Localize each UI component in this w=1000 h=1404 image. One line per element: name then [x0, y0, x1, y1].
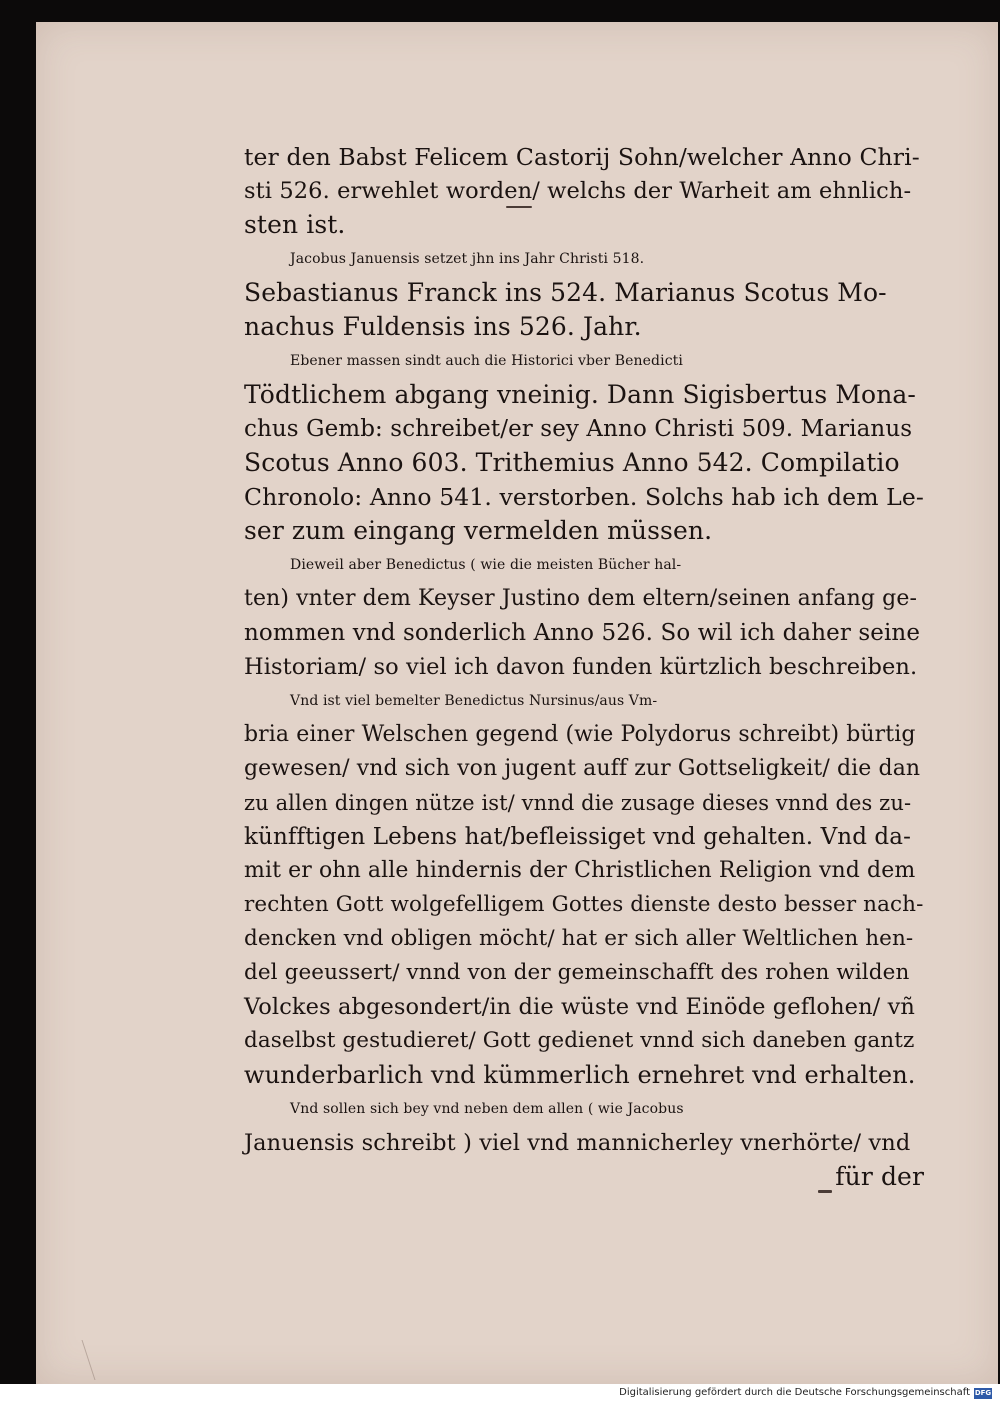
dfg-logo-icon: DFG [974, 1389, 992, 1397]
text-line: rechten Gott wolgefelligem Gottes dienste desto besser nach- [244, 892, 924, 917]
page-text [244, 140, 924, 1194]
paragraph-start-line: Ebener massen sindt auch die Historici vber Benedicti [290, 353, 683, 369]
funding-credit: Digitalisierung gefördert durch die Deutsche Forschungsgemeinschaft [619, 1387, 970, 1398]
text-line: Sebastianus Franck ins 524. Marianus Scotus Mo- [244, 278, 887, 307]
text-line: Tödtlichem abgang vneinig. Dann Sigisbertus Mona- [244, 380, 916, 409]
text-line: del geeussert/ vnnd von der gemeinschafft des rohen wilden [244, 960, 910, 985]
text-line: Chronolo: Anno 541. verstorben. Solchs hab ich dem Le- [244, 483, 924, 511]
paragraph-start-line: Dieweil aber Benedictus ( wie die meisten Bücher hal- [290, 557, 682, 573]
text-line: sten ist. [244, 210, 346, 239]
text-line: ter den Babst Felicem Castorij Sohn/welcher Anno Chri- [244, 143, 920, 171]
text-line: wunderbarlich vnd kümmerlich ernehret vnd erhalten. [244, 1061, 916, 1089]
text-line: sti 526. erwehlet worden/ welchs der Warheit am ehnlich- [244, 178, 912, 204]
text-line: mit er ohn alle hindernis der Christlichen Religion vnd dem [244, 858, 916, 883]
text-line: Scotus Anno 603. Trithemius Anno 542. Compilatio [244, 448, 900, 477]
paragraph-start-line: Jacobus Januensis setzet jhn ins Jahr Christi 518. [290, 251, 645, 267]
text-line: ser zum eingang vermelden müssen. [244, 516, 713, 545]
text-line: Historiam/ so viel ich davon funden kürtzlich beschreiben. [244, 654, 918, 680]
text-line: bria einer Welschen gegend (wie Polydorus schreibt) bürtig [244, 722, 916, 747]
text-line: Januensis schreibt ) viel vnd mannicherley vnerhörte/ vnd [244, 1130, 911, 1156]
text-line: zu allen dingen nütze ist/ vnnd die zusage dieses vnnd des zu- [244, 791, 912, 815]
text-line: nachus Fuldensis ins 526. Jahr. [244, 312, 642, 341]
text-line: dencken vnd obligen möcht/ hat er sich aller Weltlichen hen- [244, 926, 914, 951]
text-line: nommen vnd sonderlich Anno 526. So wil ich daher seine [244, 620, 921, 646]
text-line: chus Gemb: schreibet/er sey Anno Christi 509. Marianus [244, 416, 913, 442]
footer-bar [0, 1384, 1000, 1404]
text-line: daselbst gestudieret/ Gott gedienet vnnd sich daneben gantz [244, 1028, 915, 1053]
text-line: ten) vnter dem Keyser Justino dem eltern/seinen anfang ge- [244, 586, 917, 611]
catchword: für der [835, 1162, 924, 1191]
paragraph-start-line: Vnd ist viel bemelter Benedictus Nursinus/aus Vm- [290, 693, 658, 709]
text-line: Volckes abgesondert/in die wüste vnd Einöde geflohen/ vñ [244, 994, 916, 1020]
page-crease [82, 1340, 114, 1380]
text-line: künfftigen Lebens hat/beflеissiget vnd gehalten. Vnd da- [244, 824, 911, 850]
paragraph-start-line: Vnd sollen sich bey vnd neben dem allen ( wie Jacobus [290, 1101, 684, 1117]
text-line: gewesen/ vnd sich von jugent auff zur Gottseligkeit/ die dan [244, 756, 921, 781]
